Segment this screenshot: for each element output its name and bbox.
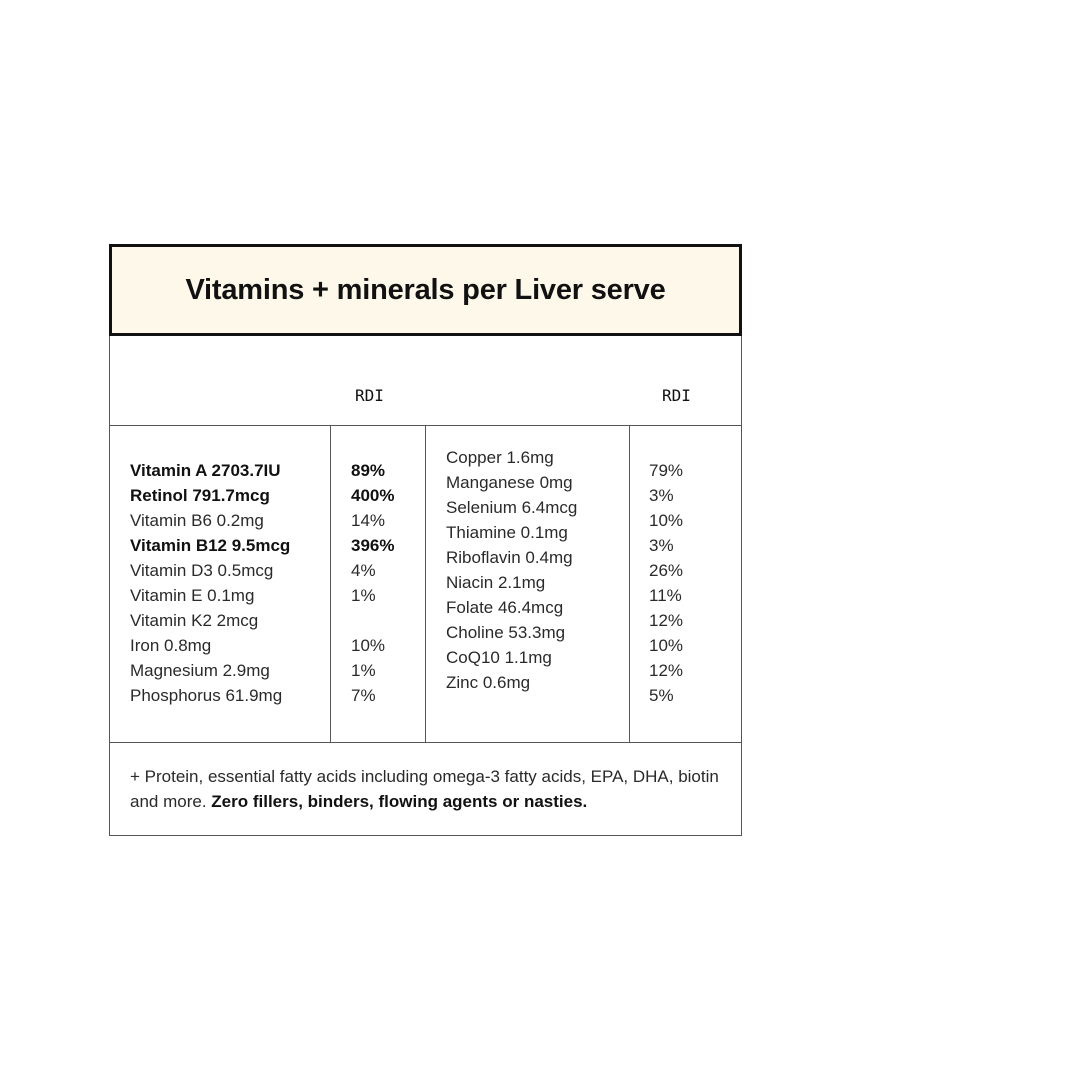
nutrient-label: Folate 46.4mcg: [446, 598, 564, 617]
nutrient-rdi: 396%: [351, 536, 395, 555]
nutrient-rdi: 26%: [649, 561, 684, 580]
nutrient-rdi: 4%: [351, 561, 376, 580]
nutrient-label: Selenium 6.4mcg: [446, 498, 578, 517]
nutrient-rdi: 11%: [649, 586, 682, 605]
right-rdi-list: [649, 458, 683, 708]
footer-text: + Protein, essential fatty acids including omega-3 fatty acids, EPA, DHA, biotin and more.: [130, 767, 719, 811]
nutrient-label: Manganese 0mg: [446, 473, 573, 492]
nutrient-label: Niacin 2.1mg: [446, 573, 546, 592]
rdi-header-left: RDI: [355, 386, 384, 405]
nutrient-label: Vitamin K2 2mcg: [130, 611, 259, 630]
nutrient-rdi: 10%: [649, 636, 684, 655]
nutrient-rdi: 10%: [351, 636, 386, 655]
column-divider-2: [425, 425, 426, 743]
column-divider-1: [330, 425, 331, 743]
nutrient-label: Vitamin B6 0.2mg: [130, 511, 264, 530]
nutrient-label: Thiamine 0.1mg: [446, 523, 568, 542]
nutrient-rdi: 1%: [351, 661, 376, 680]
nutrient-label: Copper 1.6mg: [446, 448, 554, 467]
nutrient-rdi: 89%: [351, 461, 386, 480]
nutrient-label: Magnesium 2.9mg: [130, 661, 270, 680]
nutrient-rdi: 10%: [649, 511, 684, 530]
footer-bold-text: Zero fillers, binders, flowing agents or nasties.: [211, 792, 588, 811]
left-nutrient-list: [130, 458, 290, 708]
nutrient-label: Phosphorus 61.9mg: [130, 686, 283, 705]
title-box: [109, 244, 742, 336]
nutrition-panel: [109, 244, 742, 836]
nutrient-rdi: 14%: [351, 511, 386, 530]
nutrient-rdi: 3%: [649, 536, 674, 555]
nutrient-label: CoQ10 1.1mg: [446, 648, 552, 667]
nutrient-label: Vitamin E 0.1mg: [130, 586, 255, 605]
nutrient-label: Zinc 0.6mg: [446, 673, 531, 692]
rdi-header-right: RDI: [662, 386, 691, 405]
nutrient-label: Vitamin D3 0.5mcg: [130, 561, 274, 580]
nutrient-rdi: 1%: [351, 586, 376, 605]
nutrient-rdi: [351, 608, 394, 633]
panel-title: Vitamins + minerals per Liver serve: [185, 273, 666, 306]
nutrient-rdi: 3%: [649, 486, 674, 505]
left-rdi-list: [351, 458, 394, 708]
nutrient-rdi: 12%: [649, 611, 684, 630]
nutrient-rdi: 79%: [649, 461, 684, 480]
footer-note: [130, 764, 730, 814]
column-divider-3: [629, 425, 630, 743]
nutrient-label: Iron 0.8mg: [130, 636, 212, 655]
nutrient-label: Choline 53.3mg: [446, 623, 566, 642]
nutrient-label: Retinol 791.7mcg: [130, 486, 270, 505]
nutrient-rdi: 5%: [649, 686, 674, 705]
nutrient-rdi: 7%: [351, 686, 376, 705]
right-nutrient-list: [446, 445, 577, 695]
nutrient-rdi: 400%: [351, 486, 395, 505]
nutrient-rdi: 12%: [649, 661, 684, 680]
nutrient-label: Vitamin A 2703.7IU: [130, 461, 281, 480]
nutrient-label: Vitamin B12 9.5mcg: [130, 536, 291, 555]
nutrient-label: Riboflavin 0.4mg: [446, 548, 573, 567]
